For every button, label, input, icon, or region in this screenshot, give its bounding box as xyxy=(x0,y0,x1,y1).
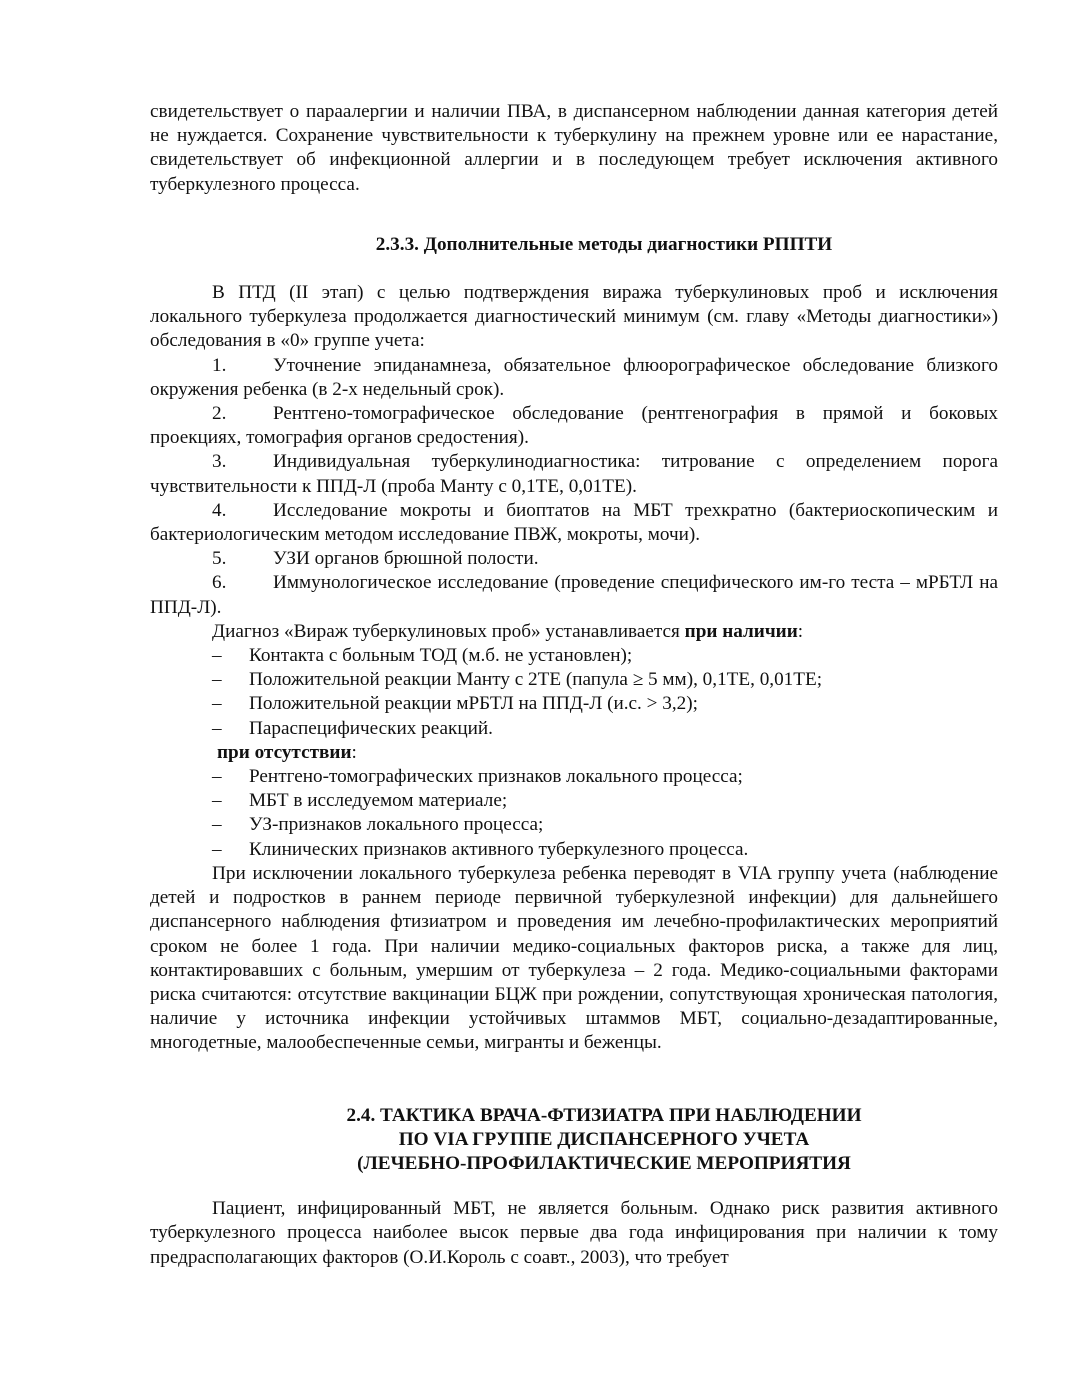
absence-label: при отсутствии xyxy=(217,741,352,763)
list-item-text: Положительной реакции мРБТЛ на ППД-Л (и.с. > 3,2); xyxy=(249,693,698,715)
colon: : xyxy=(351,741,357,763)
numbered-item xyxy=(150,499,998,547)
list-item xyxy=(150,644,998,668)
item-number: 3. xyxy=(212,451,227,473)
numbered-item xyxy=(150,547,998,571)
subsection-title: 2.3.3. Дополнительные методы диагностики РППТИ xyxy=(375,233,833,255)
list-item-text: Клинических признаков активного туберкулезного процесса. xyxy=(249,838,749,860)
list-item-text: Контакта с больным ТОД (м.б. не установлен); xyxy=(249,645,633,667)
section-title-line: ПО VIA ГРУППЕ ДИСПАНСЕРНОГО УЧЕТА xyxy=(398,1128,810,1150)
document-page xyxy=(150,100,998,1270)
item-text: Иммунологическое исследование (проведение специфического им-го теста – мРБТЛ на ППД-Л). xyxy=(150,572,998,618)
dash-bullet: – xyxy=(212,838,222,860)
section-title-line: 2.4. ТАКТИКА ВРАЧА-ФТИЗИАТРА ПРИ НАБЛЮДЕНИИ xyxy=(346,1104,862,1126)
numbered-item xyxy=(150,450,998,498)
item-number: 4. xyxy=(212,499,227,521)
list-item-text: Параспецифических реакций. xyxy=(249,717,493,739)
intro-paragraph: свидетельствует о параалергии и наличии ПВА, в диспансерном наблюдении данная категория детей не нуждается. Сохранение чувствительности к туберкулину на прежнем уровне или ее нарастание, свидетельствует об инфекционной аллергии и в последующем требует исключения активного туберкулезного процесса. xyxy=(150,101,998,195)
dash-bullet: – xyxy=(212,693,222,715)
diagnosis-lead xyxy=(150,620,998,644)
list-item xyxy=(150,668,998,692)
list-item-text: МБТ в исследуемом материале; xyxy=(249,790,508,812)
item-number: 2. xyxy=(212,403,227,425)
presence-list xyxy=(150,644,998,741)
list-item-text: УЗ-признаков локального процесса; xyxy=(249,814,544,836)
patient-paragraph: Пациент, инфицированный МБТ, не является больным. Однако риск развития активного туберкулезного процесса наиболее высок первые два года инфицирования при наличии к тому предрасполагающих факторов (О.И.Король с соавт., 2003), что требует xyxy=(150,1198,998,1268)
dash-bullet: – xyxy=(212,717,222,739)
numbered-list xyxy=(150,354,998,620)
dash-bullet: – xyxy=(212,814,222,836)
list-item xyxy=(150,692,998,716)
exclusion-paragraph: При исключении локального туберкулеза ребенка переводят в VIA группу учета (наблюдение детей и подростков в раннем периоде первичной туберкулезной инфекции) для дальнейшего диспансерного наблюдения фтизиатром и проведения им лечебно-профилактических мероприятий сроком не более 1 года. При наличии медико-социальных факторов риска, а также для лиц, контактировавших с больным, умершим от туберкулеза – 2 года. Медико-социальными факторами риска считаются: отсутствие вакцинации БЦЖ при рождении, сопутствующая хроническая патология, наличие у источника инфекции устойчивых штаммов МБТ, социально-дезадаптированные, многодетные, малообеспеченные семьи, мигранты и беженцы. xyxy=(150,862,998,1054)
ptd-paragraph: В ПТД (II этап) с целью подтверждения виража туберкулиновых проб и исключения локального туберкулеза продолжается диагностический минимум (см. главу «Методы диагностики») обследования в «0» группе учета: xyxy=(150,282,998,352)
item-number: 1. xyxy=(212,354,227,376)
list-item xyxy=(150,838,998,862)
presence-label: при наличии xyxy=(684,620,798,642)
diagnosis-lead-text: Диагноз «Вираж туберкулиновых проб» устанавливается xyxy=(212,620,685,642)
item-text: Индивидуальная туберкулинодиагностика: титрование с определением порога чувствительности к ППД-Л (проба Манту с 0,1ТЕ, 0,01ТЕ). xyxy=(150,451,998,497)
numbered-item xyxy=(150,402,998,450)
section-title xyxy=(150,1104,998,1177)
item-text: Рентгено-томографическое обследование (рентгенография в прямой и боковых проекциях, томография органов средостения). xyxy=(150,403,998,449)
dash-bullet: – xyxy=(212,790,222,812)
numbered-item xyxy=(150,571,998,619)
item-text: УЗИ органов брюшной полости. xyxy=(273,548,539,570)
item-text: Уточнение эпиданамнеза, обязательное флюорографическое обследование близкого окружения ребенка (в 2-х недельный срок). xyxy=(150,354,998,400)
list-item-text: Положительной реакции Манту с 2ТЕ (папула ≥ 5 мм), 0,1ТЕ, 0,01ТЕ; xyxy=(249,669,823,691)
section-title-line: (ЛЕЧЕБНО-ПРОФИЛАКТИЧЕСКИЕ МЕРОПРИЯТИЯ xyxy=(357,1152,851,1174)
absence-list xyxy=(150,765,998,862)
list-item xyxy=(150,813,998,837)
dash-bullet: – xyxy=(212,645,222,667)
item-number: 6. xyxy=(212,572,227,594)
absence-lead xyxy=(150,741,998,765)
list-item xyxy=(150,717,998,741)
numbered-item xyxy=(150,354,998,402)
list-item xyxy=(150,765,998,789)
item-text: Исследование мокроты и биоптатов на МБТ трехкратно (бактериоскопическим и бактериологическим методом исследование ПВЖ, мокроты, мочи). xyxy=(150,499,998,546)
dash-bullet: – xyxy=(212,766,222,788)
colon: : xyxy=(797,620,804,642)
item-number: 5. xyxy=(212,548,227,570)
dash-bullet: – xyxy=(212,669,222,691)
list-item xyxy=(150,789,998,813)
list-item-text: Рентгено-томографических признаков локального процесса; xyxy=(249,766,743,788)
